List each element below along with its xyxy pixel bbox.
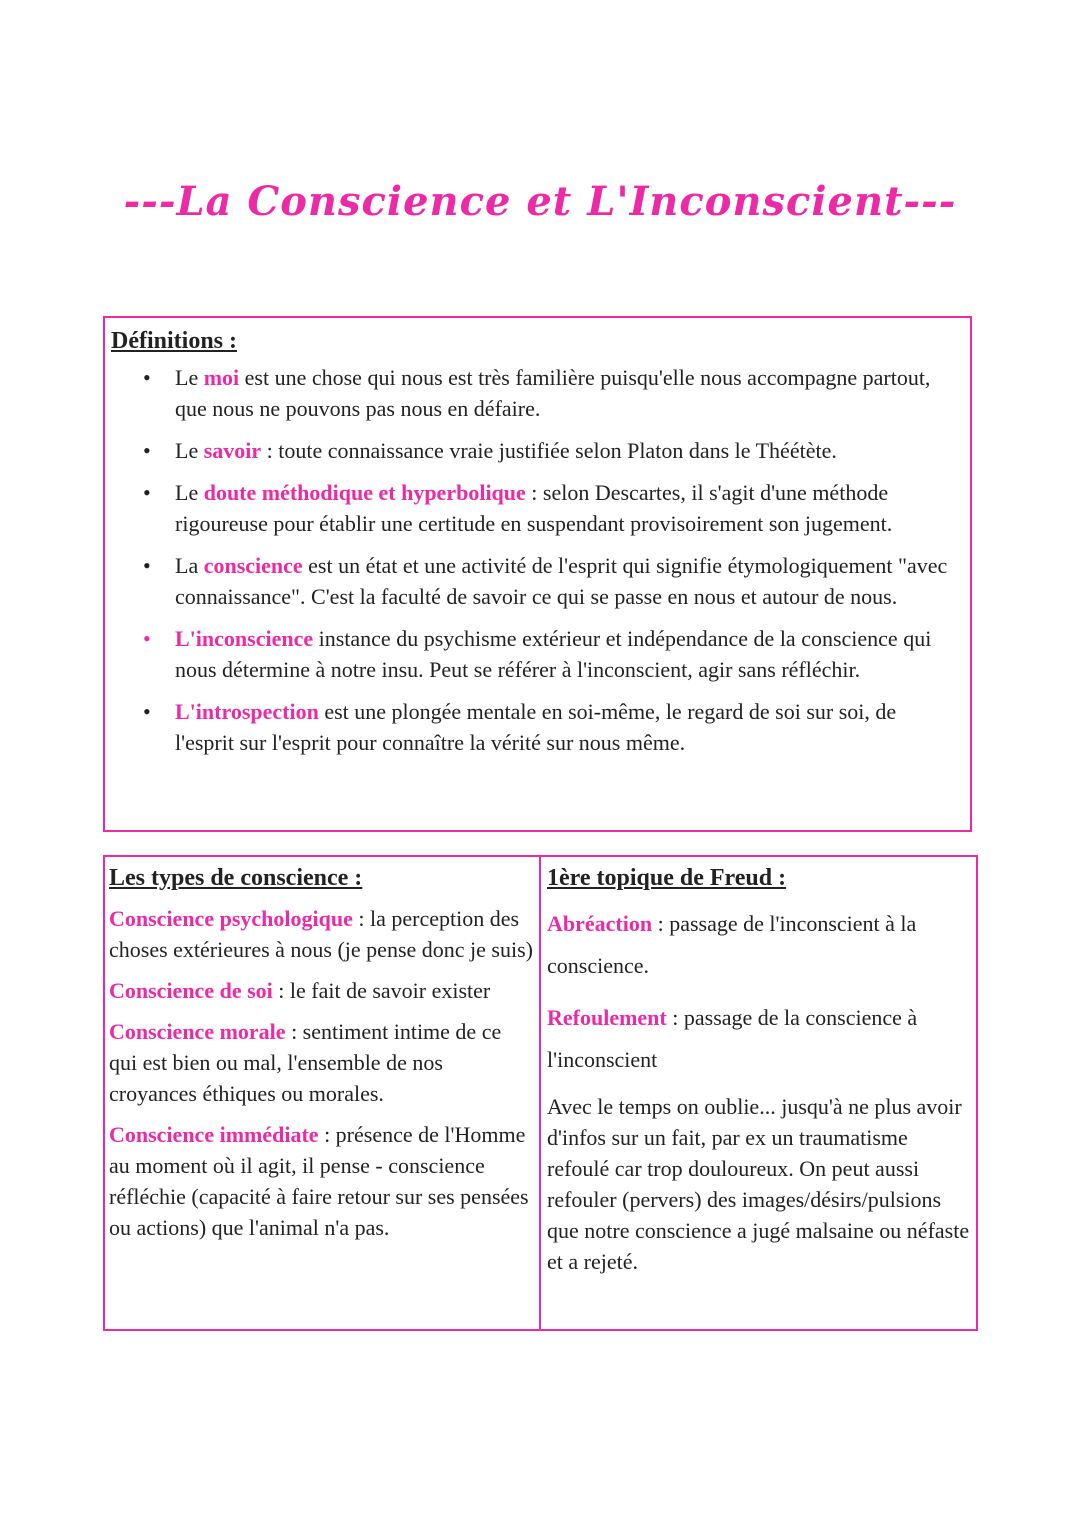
definition-item: • Le savoir : toute connaissance vraie justifiée selon Platon dans le Théétète. — [111, 435, 956, 466]
types-column — [105, 857, 541, 1329]
term: doute méthodique et hyperbolique — [203, 480, 526, 505]
page-title: ---La Conscience et L'Inconscient--- — [123, 178, 957, 225]
definition-item: • Le moi est une chose qui nous est très familière puisqu'elle nous accompagne partout, que nous ne pouvons pas nous en défaire. — [111, 362, 956, 424]
type-item: Conscience de soi : le fait de savoir exister — [109, 978, 491, 1003]
freud-note: Avec le temps on oublie... jusqu'à ne plus avoir d'infos sur un fait, par ex un traumatisme refoulé car trop douloureux. On peut aussi refouler (pervers) des images/désirs/pulsions que notre conscience a jugé malsaine ou néfaste et a rejeté. — [547, 1094, 970, 1274]
definitions-list — [111, 362, 956, 758]
freud-item: Abréaction : passage de l'inconscient à la conscience. — [547, 911, 917, 978]
term: savoir — [203, 438, 262, 463]
type-item: Conscience morale : sentiment intime de ce qui est bien ou mal, l'ensemble de nos croyances éthiques ou morales. — [109, 1019, 502, 1106]
bullet-icon: • — [143, 365, 151, 390]
freud-column — [541, 857, 976, 1329]
bullet-icon: • — [143, 699, 151, 724]
bullet-icon: • — [143, 480, 151, 505]
types-heading: Les types de conscience : — [109, 865, 363, 891]
term: moi — [203, 365, 240, 390]
definitions-heading: Définitions : — [111, 328, 237, 354]
two-column-table — [103, 855, 978, 1331]
term: L'introspection — [175, 699, 319, 724]
freud-item: Refoulement : passage de la conscience à l'inconscient — [547, 1005, 918, 1072]
freud-heading: 1ère topique de Freud : — [547, 865, 787, 891]
bullet-icon: • — [143, 553, 151, 578]
bullet-icon: • — [143, 438, 151, 463]
definitions-box — [103, 316, 972, 832]
type-item: Conscience psychologique : la perception des choses extérieures à nous (je pense donc je suis) — [109, 906, 533, 962]
definition-item: • La conscience est un état et une activité de l'esprit qui signifie étymologiquement "avec connaissance". C'est la faculté de savoir ce qui se passe en nous et autour de nous. — [111, 550, 956, 612]
bullet-icon: • — [143, 626, 151, 651]
type-item: Conscience immédiate : présence de l'Homme au moment où il agit, il pense - conscience réfléchie (capacité à faire retour sur ses pensées ou actions) que l'animal n'a pas. — [109, 1122, 529, 1240]
definition-item: • L'inconscience instance du psychisme extérieur et indépendance de la conscience qui nous détermine à notre insu. Peut se référer à l'inconscient, agir sans réfléchir. — [111, 623, 956, 685]
definition-item: • Le doute méthodique et hyperbolique : selon Descartes, il s'agit d'une méthode rigoureuse pour établir une certitude en suspendant provisoirement son jugement. — [111, 477, 956, 539]
definition-item: • L'introspection est une plongée mentale en soi-même, le regard de soi sur soi, de l'esprit sur l'esprit pour connaître la vérité sur nous même. — [111, 696, 956, 758]
term: conscience — [203, 553, 303, 578]
term: L'inconscience — [175, 626, 314, 651]
